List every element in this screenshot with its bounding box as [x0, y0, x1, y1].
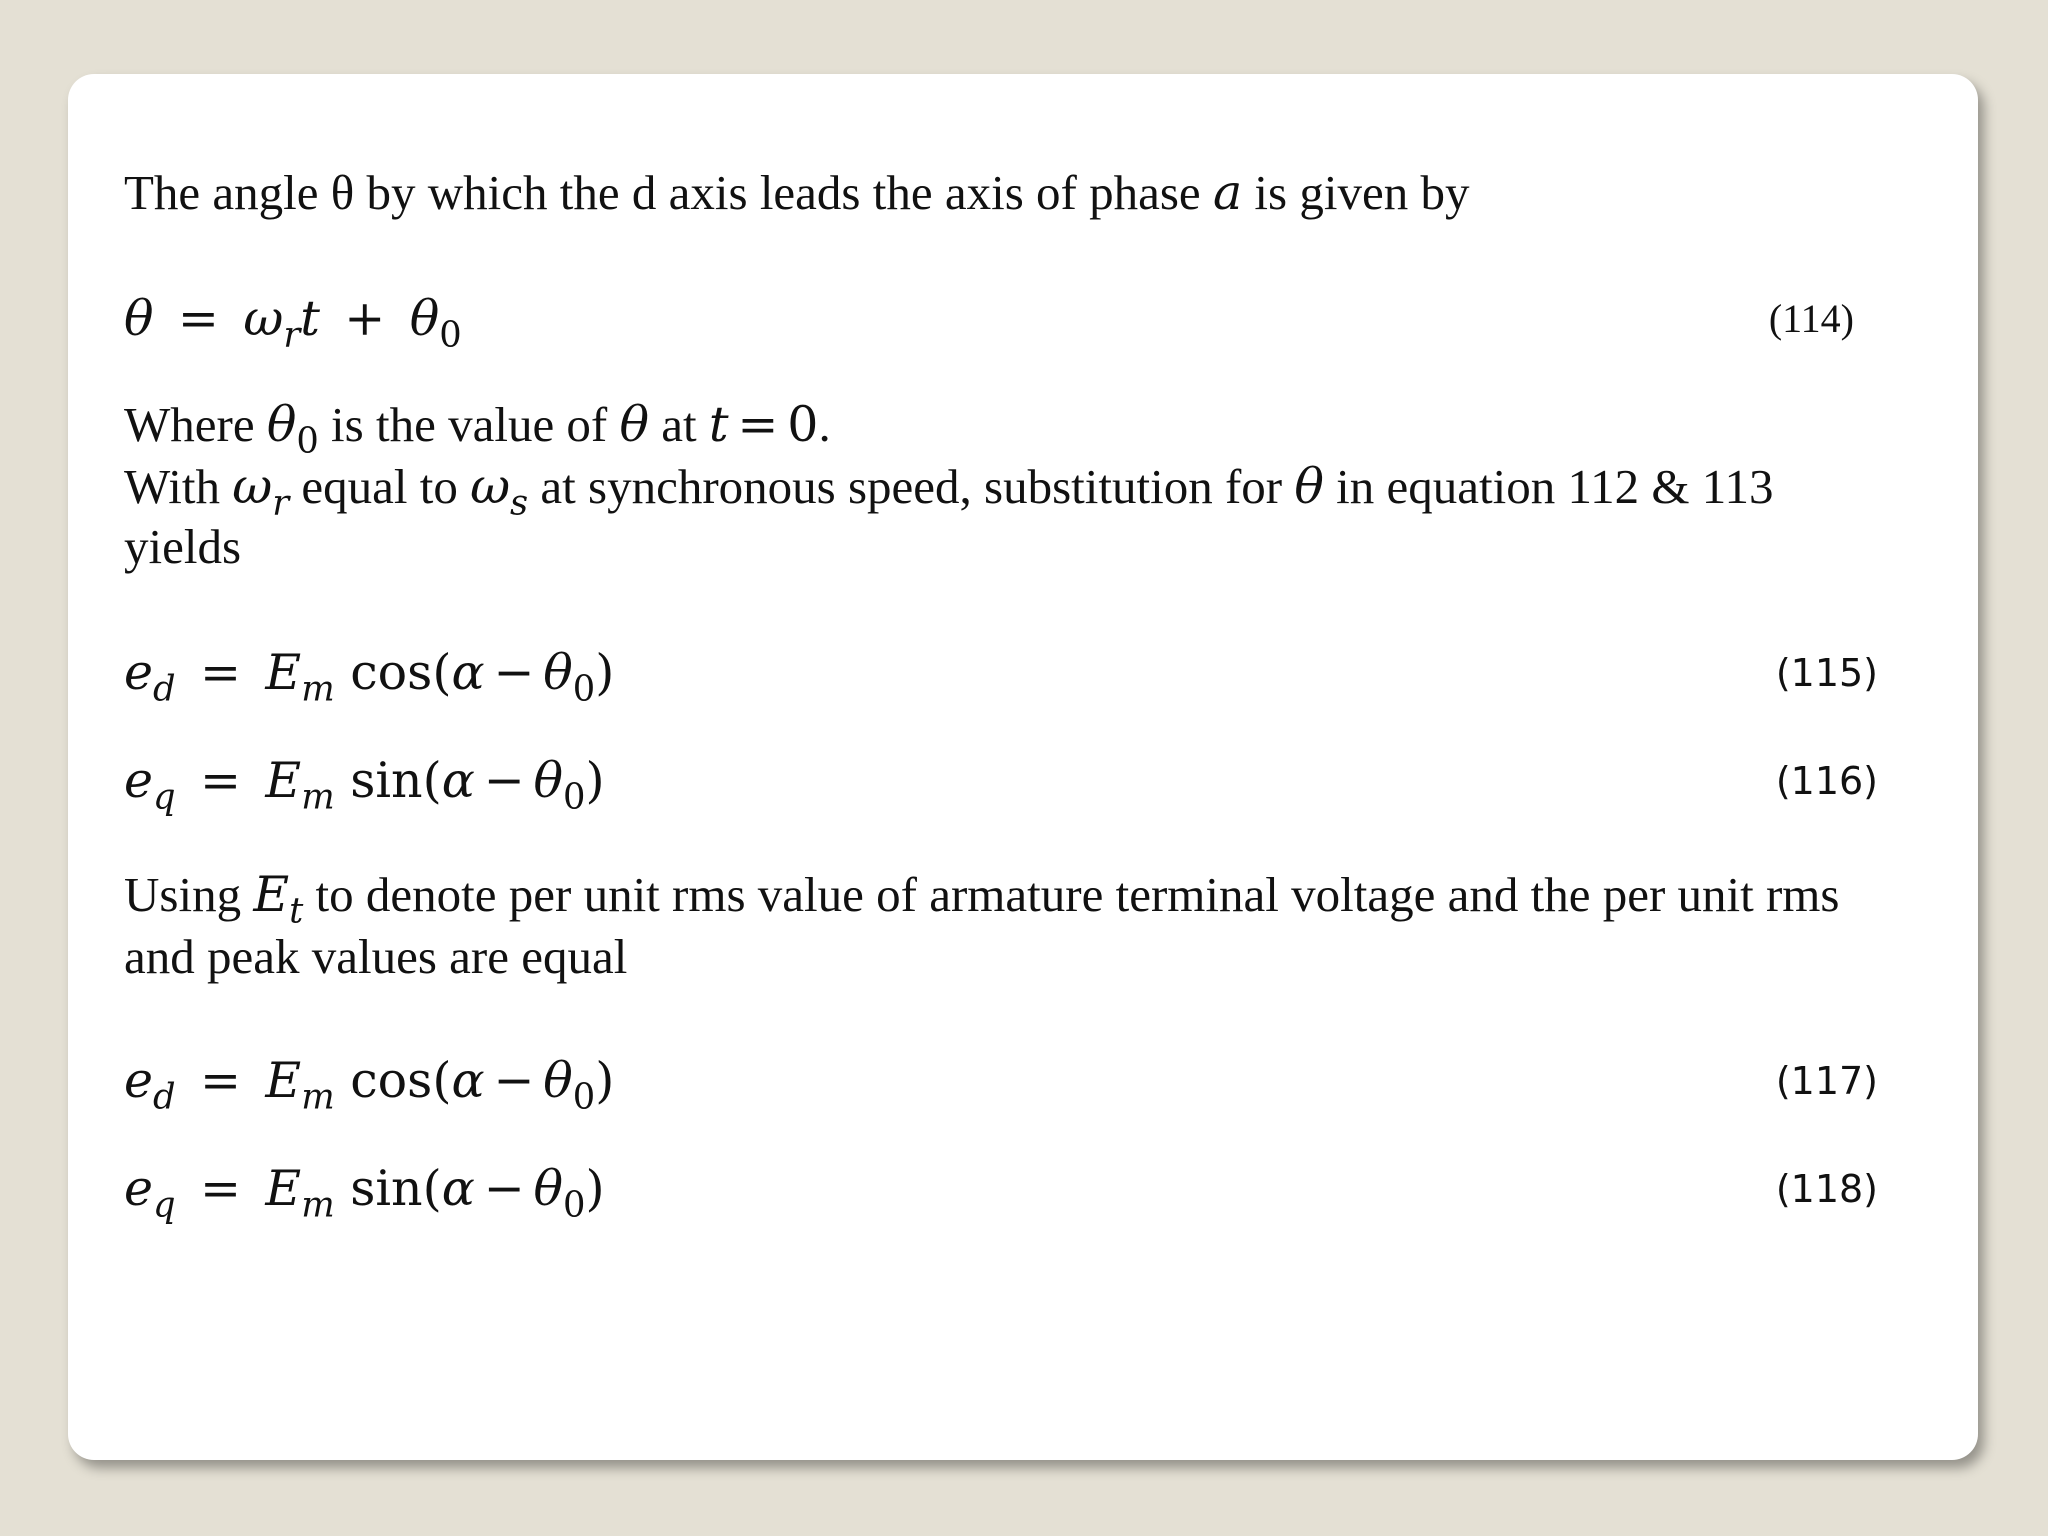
equation-115: [124, 642, 1922, 710]
substitution-sentence-line2: [124, 516, 1922, 578]
alpha-symbol: α: [441, 1160, 475, 1217]
subscript: 0: [563, 776, 586, 818]
amplitude-symbol: E: [265, 1052, 302, 1109]
equation-117: [124, 1050, 1922, 1118]
equals-sign: =: [737, 396, 779, 453]
paren: (: [432, 1052, 452, 1109]
theta-symbol: θ: [533, 1160, 564, 1217]
equals-sign: =: [199, 644, 242, 701]
subscript: 0: [439, 314, 462, 356]
paren: ): [585, 752, 605, 809]
subscript: r: [283, 314, 301, 356]
text: .: [818, 397, 831, 452]
theta-symbol: θ: [409, 290, 440, 347]
equals-sign: =: [177, 290, 219, 347]
subscript: q: [153, 776, 176, 818]
paren: ): [595, 1052, 615, 1109]
where-sentence: [124, 394, 1922, 462]
text: at: [649, 397, 709, 452]
equation-118: [124, 1158, 1922, 1226]
subscript: 0: [572, 1076, 596, 1118]
subscript: 0: [572, 668, 596, 710]
eq-lhs: e: [124, 752, 153, 809]
subscript: 0: [563, 1184, 586, 1226]
omega-symbol: ω: [232, 458, 273, 515]
text: is the value of: [318, 397, 620, 452]
eq-lhs: e: [124, 1052, 153, 1109]
paren: (: [432, 644, 452, 701]
subscript: q: [153, 1184, 176, 1226]
minus-sign: −: [493, 1052, 535, 1109]
text: yields: [124, 519, 242, 574]
slide-card: [68, 74, 1978, 1460]
equals-sign: =: [199, 752, 242, 809]
plus-sign: +: [344, 290, 386, 347]
omega-symbol: ω: [243, 290, 284, 347]
function-name: sin: [350, 1160, 423, 1217]
minus-sign: −: [493, 644, 535, 701]
theta-symbol: θ: [543, 1052, 573, 1109]
function-name: cos: [350, 1052, 433, 1109]
subscript: m: [301, 776, 335, 818]
text: by which the d axis leads the axis of phase: [354, 165, 1213, 220]
time-symbol: t: [300, 290, 320, 347]
amplitude-symbol: E: [265, 752, 302, 809]
paren: (: [422, 752, 442, 809]
eq-lhs: e: [124, 1160, 153, 1217]
intro-sentence: [124, 162, 1922, 224]
subscript: d: [153, 1076, 176, 1118]
substitution-sentence: [124, 456, 1922, 524]
rms-sentence: [124, 864, 1922, 932]
text: in equation 112 & 113: [1323, 459, 1774, 514]
text: and peak values are equal: [124, 929, 628, 984]
theta-symbol: θ: [543, 644, 573, 701]
theta-symbol: θ: [619, 396, 650, 453]
amplitude-symbol: E: [265, 1160, 302, 1217]
eq-lhs: e: [124, 644, 153, 701]
text: is given by: [1242, 165, 1470, 220]
rms-sentence-line2: [124, 926, 1922, 988]
subscript: m: [301, 1184, 335, 1226]
alpha-symbol: α: [441, 752, 475, 809]
amplitude-symbol: E: [265, 644, 302, 701]
equals-sign: =: [199, 1052, 242, 1109]
subscript: d: [153, 668, 176, 710]
paren: (: [422, 1160, 442, 1217]
theta-symbol: θ: [533, 752, 564, 809]
zero: 0: [787, 396, 819, 453]
paren: ): [585, 1160, 605, 1217]
subscript: t: [289, 890, 304, 932]
text: at synchronous speed, substitution for: [528, 459, 1295, 514]
function-name: cos: [350, 644, 433, 701]
subscript: 0: [296, 420, 319, 462]
eq-lhs: θ: [124, 290, 154, 347]
theta-symbol: θ: [330, 165, 355, 220]
equation-number: (114): [1768, 296, 1854, 341]
subscript: m: [301, 1076, 335, 1118]
subscript: r: [272, 482, 290, 524]
minus-sign: −: [483, 1160, 525, 1217]
equation-number: (116): [1775, 759, 1878, 803]
time-symbol: t: [708, 396, 729, 453]
theta-symbol: θ: [1294, 458, 1324, 515]
text: Where: [124, 397, 267, 452]
terminal-voltage-symbol: E: [253, 866, 290, 923]
paren: ): [595, 644, 615, 701]
text: to denote per unit rms value of armature terminal voltage and the per unit rms: [303, 867, 1840, 922]
alpha-symbol: α: [451, 644, 485, 701]
theta-symbol: θ: [266, 396, 297, 453]
text: Using: [124, 867, 254, 922]
equation-number: (115): [1775, 651, 1878, 695]
subscript: m: [301, 668, 335, 710]
alpha-symbol: α: [451, 1052, 485, 1109]
equation-number: (118): [1775, 1167, 1878, 1211]
text: The angle: [124, 165, 331, 220]
equation-number: (117): [1775, 1059, 1878, 1103]
equals-sign: =: [199, 1160, 242, 1217]
text: With: [124, 459, 233, 514]
phase-a-symbol: a: [1212, 164, 1243, 221]
omega-symbol: ω: [470, 458, 511, 515]
text: equal to: [289, 459, 471, 514]
minus-sign: −: [483, 752, 525, 809]
equation-114: [124, 288, 1922, 356]
equation-116: [124, 750, 1922, 818]
function-name: sin: [350, 752, 423, 809]
subscript: s: [510, 482, 529, 524]
